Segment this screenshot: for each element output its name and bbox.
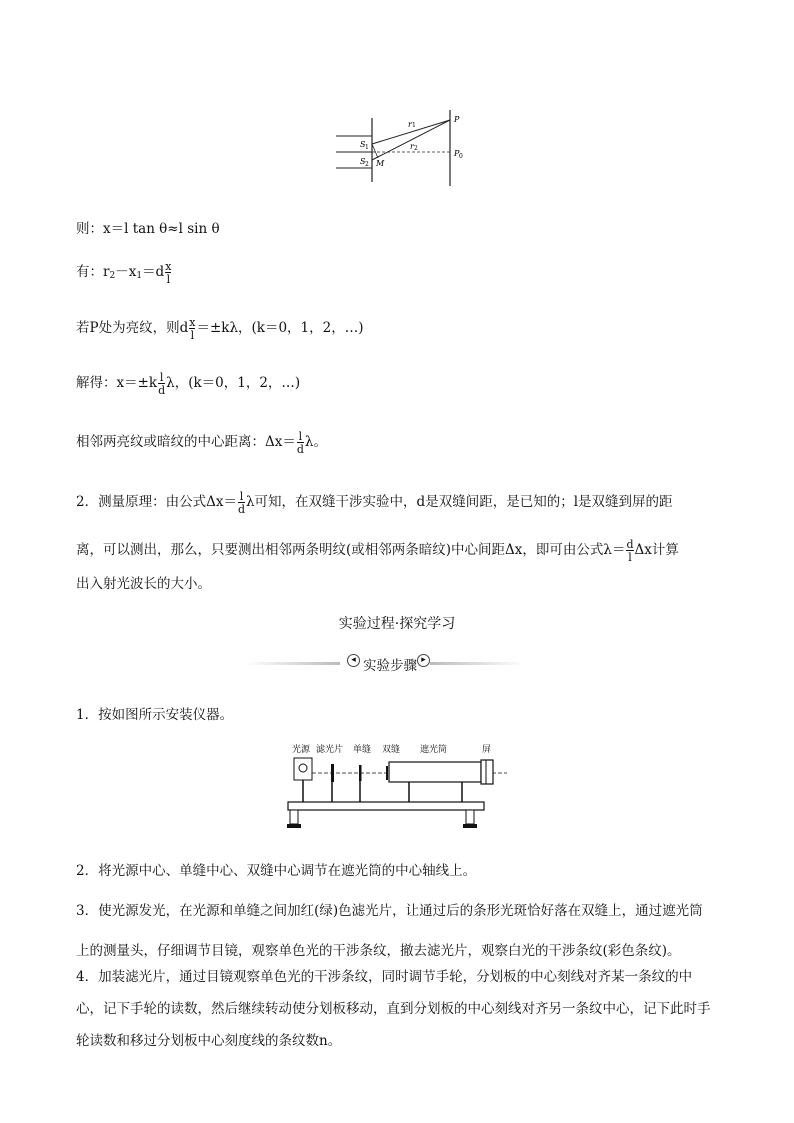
denominator: l: [628, 550, 632, 564]
apparatus-figure: [282, 740, 522, 835]
derivation-line-3: [76, 316, 363, 341]
bulb-icon: [299, 764, 307, 772]
step-2: 2．将光源中心、单缝中心、双缝中心调节在遮光筒的中心轴线上。: [76, 863, 477, 879]
subscript: 2: [109, 271, 116, 281]
label-s1: S: [360, 140, 366, 149]
label-s2: S: [360, 157, 366, 166]
section-title: 实验过程·探究学习: [338, 616, 456, 632]
label-s1-sub: 1: [365, 144, 369, 151]
text: 若P处为亮纹，则d: [76, 320, 189, 336]
derivation-text: 则：x＝l tan θ≈l sin θ: [76, 221, 220, 237]
text: λ，(k＝0，1，2，…): [166, 375, 301, 391]
fraction: [297, 431, 304, 455]
derivation-line-4: [76, 371, 300, 396]
arrow-left-icon: ◂: [347, 654, 360, 667]
label-p: P: [454, 115, 460, 124]
denominator: l: [190, 328, 195, 342]
derivation-line-1: [76, 217, 220, 237]
bench-leg-left: [290, 810, 298, 824]
derivation-line-5: [76, 430, 327, 455]
apparatus-label-light: 光源: [292, 745, 311, 755]
text: λ。: [304, 434, 327, 450]
screen-eyepiece: [481, 760, 493, 784]
step-3: 3．使光源发光，在光源和单缝之间加红(绿)色滤光片，让通过后的条形光斑恰好落在双缝上，通过遮光筒上的测量头，仔细调节目镜，观察单色光的干涉条纹，撤去滤光片，观察白光的干涉条纹(彩色条纹)。: [76, 903, 703, 959]
step-1: 1．按如图所示安装仪器。: [76, 707, 234, 723]
banner-rule-left: [245, 662, 340, 665]
step-4: 4．加装滤光片，通过目镜观察单色光的干涉条纹，同时调节手轮，分划板的中心刻线对齐某一条纹的中心，记下手轮的读数，然后继续转动使分划板移动，直到分划板的中心刻线对齐另一条纹中心，记下此时手轮读数和移过分划板中心刻度线的条纹数n。: [76, 969, 711, 1049]
apparatus-label-screen: 屏: [482, 745, 492, 755]
label-r1: r: [408, 120, 412, 129]
numerator: l: [159, 370, 164, 384]
denominator: d: [296, 442, 304, 456]
text: 离，可以测出，那么，只要测出相邻两条明纹(或相邻两条暗纹)中心间距Δx，即可由公式λ＝: [76, 542, 626, 558]
denominator: l: [166, 272, 171, 286]
label-m: M: [376, 159, 385, 168]
label-r2-sub: 2: [414, 145, 418, 152]
principle-line-2: [76, 538, 679, 563]
numerator: x: [165, 259, 172, 273]
text: 解得：x＝±k: [76, 375, 158, 391]
apparatus-label-filter: 滤光片: [316, 745, 344, 755]
numerator: l: [239, 489, 244, 503]
numerator: x: [189, 315, 196, 329]
arrow-right-icon: ▸: [417, 654, 430, 667]
text: ＝d: [142, 264, 165, 280]
subscript: 1: [136, 271, 143, 281]
tube: [389, 762, 481, 782]
numerator: l: [298, 429, 303, 443]
optical-bench: [288, 802, 484, 810]
apparatus-label-double-slit: 双缝: [382, 745, 401, 755]
label-p0: P: [454, 149, 460, 158]
principle-line-3: [76, 572, 211, 592]
denominator: d: [158, 383, 166, 397]
derivation-line-2: [76, 260, 172, 285]
label-r1-sub: 1: [412, 122, 416, 129]
principle-line-1: [76, 490, 673, 515]
single-slit: [359, 765, 362, 781]
text: ＝±kλ，(k＝0，1，2，…): [196, 320, 364, 336]
text: Δx计算: [634, 542, 679, 558]
numerator: d: [626, 537, 634, 551]
steps-banner: [245, 652, 525, 674]
fraction: [189, 317, 195, 341]
apparatus-label-single-slit: 单缝: [353, 745, 372, 755]
label-s2-sub: 2: [365, 161, 369, 168]
double-slit-geometry-figure: [330, 110, 470, 190]
double-slit: [386, 766, 388, 780]
label-r2: r: [410, 142, 414, 151]
text: 2．测量原理：由公式Δx＝: [76, 494, 237, 510]
denominator: d: [237, 502, 245, 516]
banner-label: 实验步骤: [363, 658, 417, 674]
fraction: [238, 491, 245, 515]
text: λ可知，在双缝干涉实验中，d是双缝间距，是已知的；l是双缝到屏的距: [246, 494, 673, 510]
text: －x: [115, 264, 137, 280]
label-p0-sub: 0: [459, 153, 463, 160]
bench-leg-right: [466, 810, 474, 824]
filter: [331, 764, 334, 782]
fraction: [165, 261, 171, 285]
text: 出入射光波长的大小。: [76, 576, 211, 592]
apparatus-label-tube: 遮光筒: [420, 745, 448, 755]
banner-rule-right: [430, 662, 525, 665]
text: 有：r: [76, 264, 110, 280]
fraction: [158, 372, 165, 396]
text: 相邻两亮纹或暗纹的中心距离：Δx＝: [76, 434, 296, 450]
fraction: [626, 539, 633, 563]
